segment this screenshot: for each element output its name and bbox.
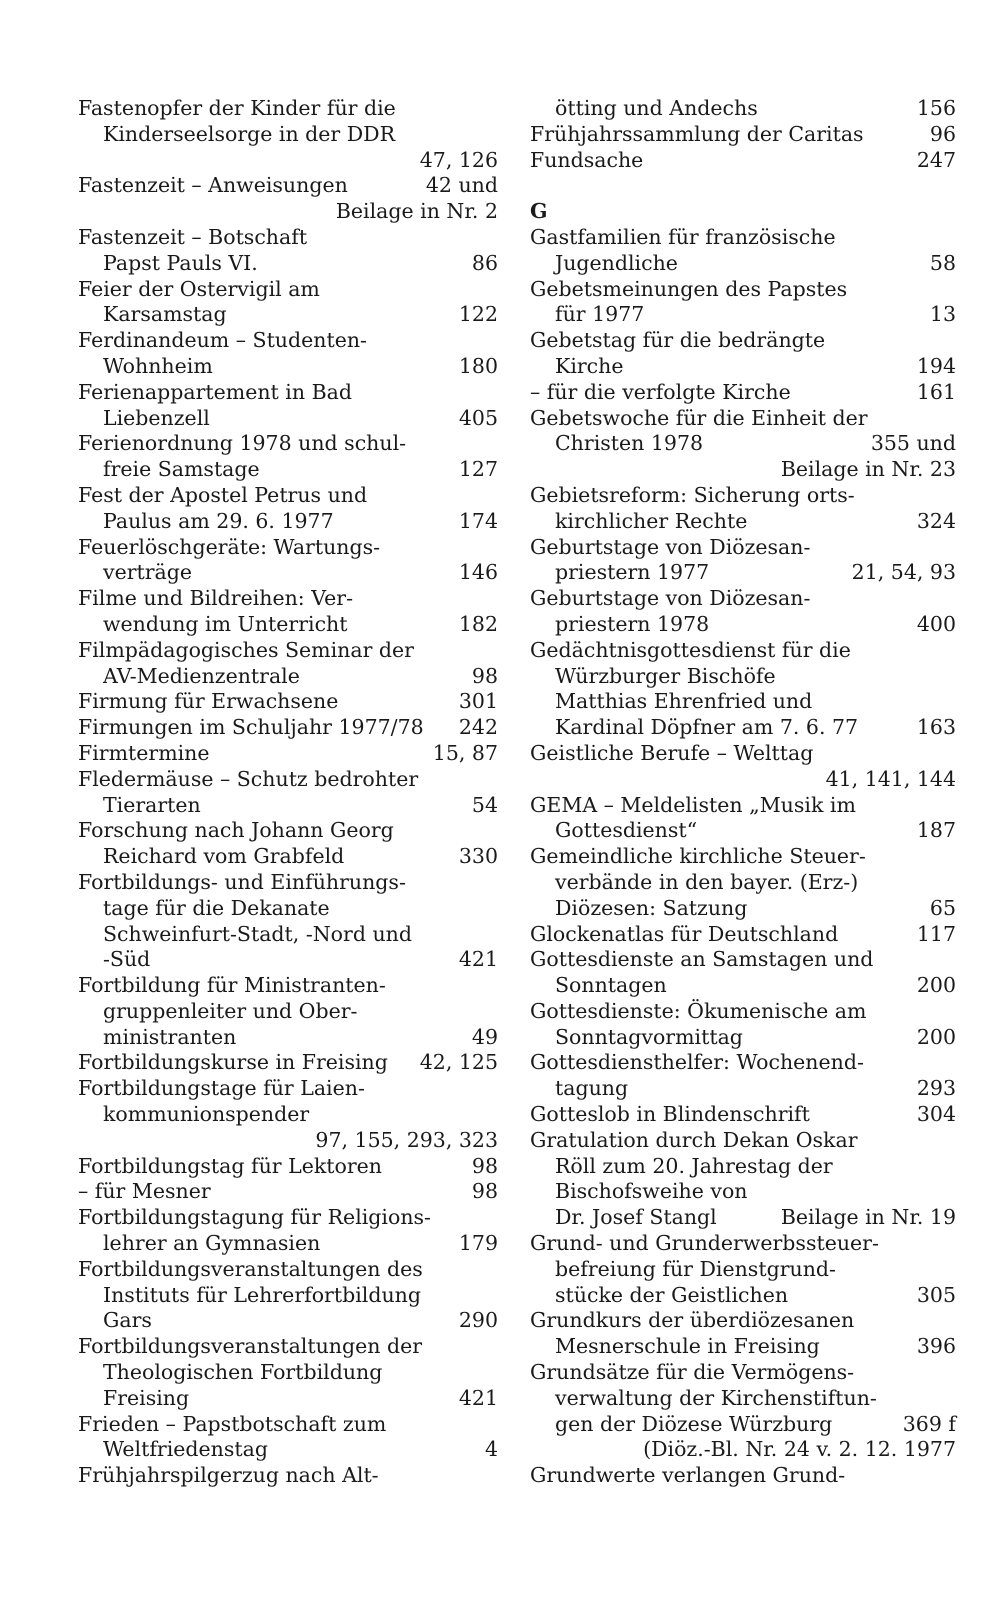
index-line <box>78 1334 498 1360</box>
page-reference: 421 <box>458 947 498 972</box>
index-term: Firmtermine <box>78 740 210 765</box>
page-reference: 174 <box>458 508 498 533</box>
index-line <box>530 535 956 561</box>
index-line <box>78 431 498 457</box>
index-line <box>78 1154 498 1180</box>
index-term: Wohnheim <box>103 353 213 378</box>
index-line <box>530 431 956 457</box>
index-line <box>78 354 498 380</box>
index-line <box>78 612 498 638</box>
index-term: Firmung für Erwachsene <box>78 689 339 714</box>
index-line <box>530 973 956 999</box>
index-term: G <box>530 199 548 224</box>
index-line <box>78 560 498 586</box>
page-reference: 127 <box>458 457 498 482</box>
index-line <box>78 251 498 277</box>
page-reference: 86 <box>471 250 498 275</box>
index-term: tage für die Dekanate <box>103 895 330 920</box>
index-column-left <box>78 96 498 1489</box>
index-term: Fortbildungsveranstaltungen des <box>78 1256 423 1281</box>
index-term: Fortbildungstage für Laien- <box>78 1076 365 1101</box>
index-term: Weltfriedenstag <box>103 1437 268 1462</box>
index-line <box>530 818 956 844</box>
page-reference: 97, 155, 293, 323 <box>315 1127 498 1152</box>
index-line <box>78 1050 498 1076</box>
index-line <box>78 96 498 122</box>
index-line <box>530 715 956 741</box>
index-line <box>530 1283 956 1309</box>
page-reference: 304 <box>916 1102 956 1127</box>
page-reference: 98 <box>471 663 498 688</box>
index-line <box>78 1102 498 1128</box>
index-line <box>78 509 498 535</box>
index-term: Christen 1978 <box>555 431 704 456</box>
index-term: Gottesdienste an Samstagen und <box>530 947 874 972</box>
index-term: Fastenzeit – Anweisungen <box>78 173 348 198</box>
index-line <box>78 1231 498 1257</box>
index-line <box>78 122 498 148</box>
index-line <box>78 664 498 690</box>
index-term: priestern 1977 <box>555 560 710 585</box>
index-line <box>530 1102 956 1128</box>
index-term: Fest der Apostel Petrus und <box>78 482 368 507</box>
index-term: Fortbildungs- und Einführungs- <box>78 869 406 894</box>
page-reference: 242 <box>458 715 498 740</box>
index-line <box>78 277 498 303</box>
page-reference: 305 <box>916 1282 956 1307</box>
index-line <box>78 225 498 251</box>
index-line <box>78 870 498 896</box>
index-term: Ferdinandeum – Studenten- <box>78 328 367 353</box>
index-line <box>530 173 956 199</box>
page-reference: 42, 125 <box>419 1050 498 1075</box>
index-line <box>78 1179 498 1205</box>
index-term: für 1977 <box>555 302 645 327</box>
index-line <box>78 1437 498 1463</box>
index-line <box>530 483 956 509</box>
index-term: Sonntagen <box>555 973 667 998</box>
index-line <box>530 664 956 690</box>
index-line <box>78 741 498 767</box>
index-line <box>78 173 498 199</box>
page-reference: 21, 54, 93 <box>851 560 956 585</box>
index-line <box>530 354 956 380</box>
index-line <box>530 148 956 174</box>
index-line <box>530 870 956 896</box>
index-term: Würzburger Bischöfe <box>555 663 776 688</box>
page-reference: 49 <box>471 1024 498 1049</box>
page-reference: 42 und <box>425 173 498 198</box>
page-reference: 13 <box>929 302 956 327</box>
page-reference: 200 <box>916 973 956 998</box>
index-line <box>78 535 498 561</box>
index-term: Gebetsmeinungen des Papstes <box>530 276 848 301</box>
index-line <box>530 1154 956 1180</box>
index-line <box>530 457 956 483</box>
index-line <box>78 767 498 793</box>
index-term: Fledermäuse – Schutz bedrohter <box>78 766 419 791</box>
index-term: AV-Medienzentrale <box>103 663 300 688</box>
page-reference: Beilage in Nr. 23 <box>780 457 956 482</box>
index-line <box>78 586 498 612</box>
page-reference: 355 und <box>870 431 956 456</box>
index-term: GEMA – Meldelisten „Musik im <box>530 792 856 817</box>
index-term: Fastenopfer der Kinder für die <box>78 96 396 120</box>
page-reference: 58 <box>929 250 956 275</box>
index-line <box>530 1179 956 1205</box>
index-term: Gemeindliche kirchliche Steuer- <box>530 844 866 869</box>
index-term: Dr. Josef Stangl <box>555 1205 717 1230</box>
index-line <box>530 251 956 277</box>
page-reference: Beilage in Nr. 2 <box>335 199 498 224</box>
index-line <box>530 1412 956 1438</box>
index-term: freie Samstage <box>103 457 260 482</box>
index-term: Fortbildung für Ministranten- <box>78 973 386 998</box>
index-term: Kirche <box>555 353 624 378</box>
index-line <box>530 1050 956 1076</box>
index-term: Gotteslob in Blindenschrift <box>530 1102 810 1127</box>
page-reference: (Diöz.-Bl. Nr. 24 v. 2. 12. 1977 <box>643 1437 956 1462</box>
page-reference: 200 <box>916 1024 956 1049</box>
page-reference: 330 <box>458 844 498 869</box>
index-line <box>78 818 498 844</box>
page-reference: 47, 126 <box>419 147 498 172</box>
page-reference: 156 <box>916 96 956 120</box>
index-line <box>530 741 956 767</box>
index-term: Fortbildungsveranstaltungen der <box>78 1334 423 1359</box>
index-line <box>530 896 956 922</box>
page-reference: 421 <box>458 1385 498 1410</box>
index-line <box>530 1257 956 1283</box>
page-reference: 396 <box>916 1334 956 1359</box>
index-term: Gebetswoche für die Einheit der <box>530 405 868 430</box>
index-line <box>78 380 498 406</box>
index-term: Gebietsreform: Sicherung orts- <box>530 482 855 507</box>
index-term: Geburtstage von Diözesan- <box>530 586 811 611</box>
index-term: Grundwerte verlangen Grund- <box>530 1463 846 1488</box>
index-term: Paulus am 29. 6. 1977 <box>103 508 334 533</box>
index-term: Frühjahrspilgerzug nach Alt- <box>78 1463 379 1488</box>
page-reference: 194 <box>916 353 956 378</box>
index-term: Röll zum 20. Jahrestag der <box>555 1153 833 1178</box>
index-line <box>530 947 956 973</box>
index-term: Feuerlöschgeräte: Wartungs- <box>78 534 381 559</box>
page-reference: 146 <box>458 560 498 585</box>
index-term: – für die verfolgte Kirche <box>530 379 791 404</box>
index-line <box>78 896 498 922</box>
index-line <box>530 1308 956 1334</box>
index-line <box>530 638 956 664</box>
page-reference: 161 <box>916 379 956 404</box>
index-line <box>78 1412 498 1438</box>
page-reference: 180 <box>458 353 498 378</box>
index-line <box>530 1437 956 1463</box>
index-line <box>530 844 956 870</box>
index-term: kommunionspender <box>103 1102 310 1127</box>
index-term: verträge <box>103 560 193 585</box>
page-reference: 98 <box>471 1179 498 1204</box>
index-line <box>530 225 956 251</box>
index-term: ötting und Andechs <box>555 96 758 120</box>
index-term: Kinderseelsorge in der DDR <box>103 121 396 146</box>
index-term: Ferienordnung 1978 und schul- <box>78 431 407 456</box>
page-reference: 405 <box>458 405 498 430</box>
index-line <box>78 1076 498 1102</box>
index-line <box>530 1076 956 1102</box>
index-line <box>530 999 956 1025</box>
index-term: Gars <box>103 1308 152 1333</box>
page-reference: 301 <box>458 689 498 714</box>
index-term: Gottesdienste: Ökumenische am <box>530 998 867 1023</box>
index-term: Fortbildungstag für Lektoren <box>78 1153 382 1178</box>
page-reference: 4 <box>484 1437 498 1462</box>
index-line <box>78 638 498 664</box>
index-line <box>78 457 498 483</box>
page-reference: 247 <box>916 147 956 172</box>
index-line <box>78 973 498 999</box>
index-term: Liebenzell <box>103 405 210 430</box>
page-reference: 15, 87 <box>432 740 498 765</box>
index-term: Fortbildungstagung für Religions- <box>78 1205 431 1230</box>
index-term: Papst Pauls VI. <box>103 250 258 275</box>
index-term: Tierarten <box>103 792 201 817</box>
index-term: Fundsache <box>530 147 644 172</box>
index-term: Freising <box>103 1385 190 1410</box>
index-term: Karsamstag <box>103 302 227 327</box>
index-line <box>78 715 498 741</box>
index-term: Diözesen: Satzung <box>555 895 748 920</box>
index-line <box>530 1128 956 1154</box>
index-line <box>530 122 956 148</box>
page-reference: 98 <box>471 1153 498 1178</box>
index-line <box>78 1025 498 1051</box>
index-term: Matthias Ehrenfried und <box>555 689 813 714</box>
index-line <box>78 302 498 328</box>
index-line <box>78 148 498 174</box>
index-line <box>78 1463 498 1489</box>
page-reference: 122 <box>458 302 498 327</box>
index-line <box>530 509 956 535</box>
index-line <box>530 612 956 638</box>
index-term: Bischofsweihe von <box>555 1179 748 1204</box>
index-term: tagung <box>555 1076 629 1101</box>
index-line <box>78 1308 498 1334</box>
index-term: verbände in den bayer. (Erz-) <box>555 869 859 894</box>
index-line <box>530 302 956 328</box>
index-term: lehrer an Gymnasien <box>103 1231 321 1256</box>
page-reference: 324 <box>916 508 956 533</box>
index-line <box>530 1205 956 1231</box>
index-line <box>78 328 498 354</box>
index-term: Grund- und Grunderwerbssteuer- <box>530 1231 879 1256</box>
index-term: -Süd <box>103 947 151 972</box>
index-line <box>530 767 956 793</box>
page-reference: 179 <box>458 1231 498 1256</box>
index-term: Gebetstag für die bedrängte <box>530 328 826 353</box>
index-line <box>78 793 498 819</box>
index-line <box>78 483 498 509</box>
page-reference: 293 <box>916 1076 956 1101</box>
index-line <box>530 277 956 303</box>
page-reference: 400 <box>916 611 956 636</box>
index-line <box>78 1386 498 1412</box>
page-reference: 369 f <box>902 1411 956 1436</box>
index-term: ministranten <box>103 1024 237 1049</box>
index-term: Frühjahrssammlung der Caritas <box>530 121 864 146</box>
index-term: Schweinfurt-Stadt, -Nord und <box>103 921 412 946</box>
index-term: kirchlicher Rechte <box>555 508 748 533</box>
index-term: Instituts für Lehrerfortbildung <box>103 1282 421 1307</box>
index-term: Forschung nach Johann Georg <box>78 818 394 843</box>
index-line <box>78 1360 498 1386</box>
index-term: verwaltung der Kirchenstiftun- <box>555 1385 877 1410</box>
index-line <box>530 922 956 948</box>
page-reference: 54 <box>471 792 498 817</box>
index-term: Ferienappartement in Bad <box>78 379 352 404</box>
index-line <box>530 689 956 715</box>
index-line <box>78 947 498 973</box>
index-term: Kardinal Döpfner am 7. 6. 77 <box>555 715 859 740</box>
index-line <box>78 1257 498 1283</box>
index-term: gruppenleiter und Ober- <box>103 998 358 1023</box>
index-line <box>78 199 498 225</box>
index-term: Grundsätze für die Vermögens- <box>530 1360 855 1385</box>
index-line <box>78 922 498 948</box>
index-term: Mesnerschule in Freising <box>555 1334 820 1359</box>
page-reference: 65 <box>929 895 956 920</box>
index-term: Gottesdiensthelfer: Wochenend- <box>530 1050 864 1075</box>
index-line <box>530 1334 956 1360</box>
index-term: Gottesdienst“ <box>555 818 698 843</box>
index-term: Filme und Bildreihen: Ver- <box>78 586 353 611</box>
index-term: Jugendliche <box>555 250 678 275</box>
section-letter-heading <box>530 199 956 225</box>
index-term: Geburtstage von Diözesan- <box>530 534 811 559</box>
index-line <box>530 406 956 432</box>
page-reference: 182 <box>458 611 498 636</box>
index-line <box>530 1360 956 1386</box>
page-reference: 163 <box>916 715 956 740</box>
index-line <box>78 844 498 870</box>
index-term: Glockenatlas für Deutschland <box>530 921 839 946</box>
index-line <box>530 586 956 612</box>
index-line <box>530 1231 956 1257</box>
index-line <box>530 96 956 122</box>
index-term: Gratulation durch Dekan Oskar <box>530 1127 858 1152</box>
page-reference: 290 <box>458 1308 498 1333</box>
index-term: – für Mesner <box>78 1179 211 1204</box>
index-column-right <box>530 96 956 1489</box>
index-line <box>78 999 498 1025</box>
page-reference: 96 <box>929 121 956 146</box>
index-line <box>78 689 498 715</box>
index-term: Gastfamilien für französische <box>530 224 836 249</box>
index-term: Reichard vom Grabfeld <box>103 844 345 869</box>
page-reference: 187 <box>916 818 956 843</box>
index-line <box>78 406 498 432</box>
index-line <box>78 1128 498 1154</box>
index-term: Firmungen im Schuljahr 1977/78 <box>78 715 424 740</box>
index-line <box>530 1025 956 1051</box>
index-term: befreiung für Dienstgrund- <box>555 1256 836 1281</box>
index-term: Filmpädagogisches Seminar der <box>78 637 414 662</box>
index-line <box>530 1386 956 1412</box>
index-term: Sonntagvormittag <box>555 1024 743 1049</box>
index-term: Fortbildungskurse in Freising <box>78 1050 388 1075</box>
index-line <box>78 1283 498 1309</box>
page-reference: Beilage in Nr. 19 <box>780 1205 956 1230</box>
index-line <box>78 1205 498 1231</box>
index-term: gen der Diözese Würzburg <box>555 1411 833 1436</box>
index-term: Fastenzeit – Botschaft <box>78 224 308 249</box>
index-line <box>530 328 956 354</box>
index-line <box>530 1463 956 1489</box>
index-term: priestern 1978 <box>555 611 710 636</box>
index-line <box>530 560 956 586</box>
index-term: Feier der Ostervigil am <box>78 276 320 301</box>
index-term: stücke der Geistlichen <box>555 1282 789 1307</box>
page-reference: 117 <box>916 921 956 946</box>
index-term: Theologischen Fortbildung <box>103 1360 383 1385</box>
index-term: Frieden – Papstbotschaft zum <box>78 1411 387 1436</box>
index-term: Gedächtnisgottesdienst für die <box>530 637 851 662</box>
page-reference: 41, 141, 144 <box>825 766 956 791</box>
index-line <box>530 380 956 406</box>
index-term: wendung im Unterricht <box>103 611 348 636</box>
index-term: Geistliche Berufe – Welttag <box>530 740 814 765</box>
index-term: Grundkurs der überdiözesanen <box>530 1308 855 1333</box>
index-line <box>530 793 956 819</box>
